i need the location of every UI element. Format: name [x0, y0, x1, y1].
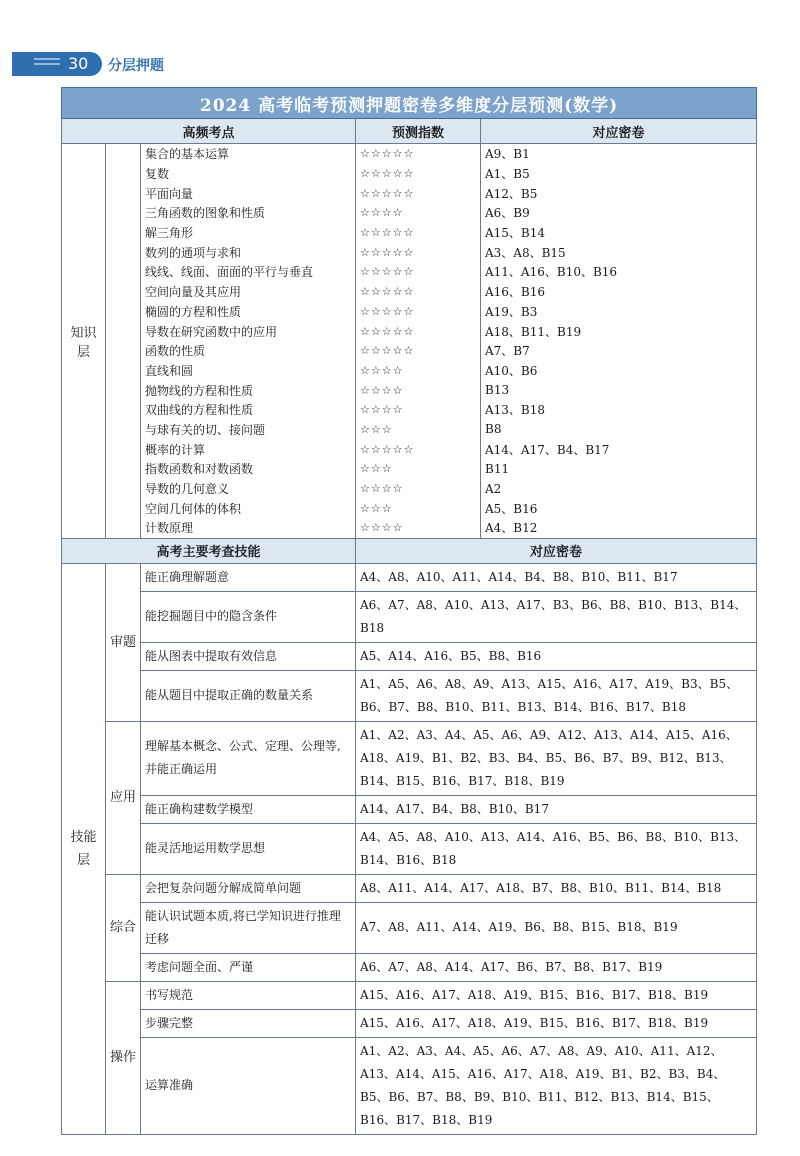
topic-cell: 数列的通项与求和 [141, 242, 356, 262]
stars-cell: ☆☆☆☆☆ [356, 144, 481, 164]
topic-cell: 解三角形 [141, 223, 356, 243]
table-row [62, 721, 757, 795]
topic-cell: 导数的几何意义 [141, 479, 356, 499]
papers-cell: A10、B6 [481, 361, 757, 381]
table-row [62, 518, 757, 538]
header-topic: 高频考点 [62, 119, 356, 144]
topic-cell: 平面向量 [141, 183, 356, 203]
stars-cell: ☆☆☆☆☆ [356, 262, 481, 282]
table-row [62, 498, 757, 518]
skill-cell: 运算准确 [141, 1037, 356, 1134]
stars-cell: ☆☆☆☆ [356, 400, 481, 420]
stars-cell: ☆☆☆☆☆ [356, 302, 481, 322]
table-title: 2024 高考临考预测押题密卷多维度分层预测(数学) [62, 88, 757, 119]
skill-group-name: 操作 [106, 981, 141, 1134]
stars-cell: ☆☆☆☆☆ [356, 242, 481, 262]
topic-cell: 计数原理 [141, 518, 356, 538]
papers-cell: A9、B1 [481, 144, 757, 164]
stars-cell: ☆☆☆☆ [356, 518, 481, 538]
papers-cell: A15、B14 [481, 223, 757, 243]
header-index: 预测指数 [356, 119, 481, 144]
topic-cell: 与球有关的切、接问题 [141, 420, 356, 440]
table-row [62, 479, 757, 499]
papers-cell: A15、A16、A17、A18、A19、B15、B16、B17、B18、B19 [356, 1009, 757, 1037]
stars-cell: ☆☆☆ [356, 459, 481, 479]
page-header [12, 52, 172, 76]
topic-cell: 三角函数的图象和性质 [141, 203, 356, 223]
spacer-cell [106, 144, 141, 539]
papers-cell: A4、A5、A8、A10、A13、A14、A16、B5、B6、B8、B10、B13、B14、B16、B18 [356, 823, 757, 874]
header-papers: 对应密卷 [481, 119, 757, 144]
topic-cell: 空间几何体的体积 [141, 498, 356, 518]
papers-cell: A8、A11、A14、A17、A18、B7、B8、B10、B11、B14、B18 [356, 874, 757, 902]
skill-group-name: 审题 [106, 563, 141, 721]
topic-cell: 函数的性质 [141, 341, 356, 361]
skill-cell: 能从图表中提取有效信息 [141, 642, 356, 670]
table-row [62, 795, 757, 823]
topic-cell: 空间向量及其应用 [141, 282, 356, 302]
skill-cell: 考虑问题全面、严谨 [141, 953, 356, 981]
table-row [62, 1037, 757, 1134]
stars-cell: ☆☆☆☆☆ [356, 164, 481, 184]
papers-cell: A15、A16、A17、A18、A19、B15、B16、B17、B18、B19 [356, 981, 757, 1009]
papers-cell: B13 [481, 380, 757, 400]
papers-cell: A18、B11、B19 [481, 321, 757, 341]
skill-group-name: 应用 [106, 721, 141, 874]
table-row [62, 321, 757, 341]
papers-cell: A13、B18 [481, 400, 757, 420]
prediction-table-container [61, 87, 756, 1135]
table-row [62, 361, 757, 381]
papers-cell: A1、A2、A3、A4、A5、A6、A9、A12、A13、A14、A15、A16、A18、A19、B1、B2、B3、B4、B5、B6、B7、B9、B12、B13、B14、B15、B16、B17、B18、B19 [356, 721, 757, 795]
table-row [62, 439, 757, 459]
skill-cell: 能从题目中提取正确的数量关系 [141, 670, 356, 721]
knowledge-category: 知识层 [62, 144, 106, 539]
papers-cell: A6、B9 [481, 203, 757, 223]
table-row [62, 203, 757, 223]
papers-cell: A5、B16 [481, 498, 757, 518]
papers-cell: A5、A14、A16、B5、B8、B16 [356, 642, 757, 670]
skill-header-row [62, 538, 757, 563]
decorative-lines [34, 58, 60, 70]
papers-cell: A7、B7 [481, 341, 757, 361]
topic-cell: 导数在研究函数中的应用 [141, 321, 356, 341]
page-number: 30 [68, 54, 89, 73]
topic-cell: 抛物线的方程和性质 [141, 380, 356, 400]
stars-cell: ☆☆☆☆ [356, 380, 481, 400]
table-row [62, 981, 757, 1009]
header-skill-papers: 对应密卷 [356, 538, 757, 563]
table-row [62, 242, 757, 262]
papers-cell: A12、B5 [481, 183, 757, 203]
table-row [62, 183, 757, 203]
papers-cell: A14、A17、B4、B17 [481, 439, 757, 459]
papers-cell: A1、B5 [481, 164, 757, 184]
table-row [62, 380, 757, 400]
prediction-table [61, 87, 757, 1135]
skill-cell: 会把复杂问题分解成简单问题 [141, 874, 356, 902]
stars-cell: ☆☆☆ [356, 420, 481, 440]
papers-cell: A2 [481, 479, 757, 499]
papers-cell: A1、A2、A3、A4、A5、A6、A7、A8、A9、A10、A11、A12、A13、A14、A15、A16、A17、A18、A19、B1、B2、B3、B4、B5、B6、B7、B8、B9、B10、B11、B12、B13、B14、B15、B16、B17、B18、B19 [356, 1037, 757, 1134]
papers-cell: A1、A5、A6、A8、A9、A13、A15、A16、A17、A19、B3、B5、B6、B7、B8、B10、B11、B13、B14、B16、B17、B18 [356, 670, 757, 721]
table-row [62, 341, 757, 361]
topic-cell: 双曲线的方程和性质 [141, 400, 356, 420]
skill-category: 技能层 [62, 563, 106, 1134]
table-row [62, 282, 757, 302]
papers-cell: A4、B12 [481, 518, 757, 538]
table-row [62, 164, 757, 184]
table-row [62, 902, 757, 953]
stars-cell: ☆☆☆☆☆ [356, 282, 481, 302]
table-row [62, 642, 757, 670]
papers-cell: A6、A7、A8、A14、A17、B6、B7、B8、B17、B19 [356, 953, 757, 981]
papers-cell: A14、A17、B4、B8、B10、B17 [356, 795, 757, 823]
topic-cell: 椭圆的方程和性质 [141, 302, 356, 322]
table-row [62, 400, 757, 420]
table-row [62, 670, 757, 721]
skill-cell: 能灵活地运用数学思想 [141, 823, 356, 874]
papers-cell: A11、A16、B10、B16 [481, 262, 757, 282]
topic-cell: 集合的基本运算 [141, 144, 356, 164]
papers-cell: A19、B3 [481, 302, 757, 322]
topic-cell: 复数 [141, 164, 356, 184]
skill-group-name: 综合 [106, 874, 141, 981]
section-title: 分层押题 [108, 58, 164, 74]
papers-cell: B8 [481, 420, 757, 440]
skill-cell: 步骤完整 [141, 1009, 356, 1037]
papers-cell: B11 [481, 459, 757, 479]
stars-cell: ☆☆☆☆☆ [356, 439, 481, 459]
table-row [62, 144, 757, 164]
table-row [62, 420, 757, 440]
stars-cell: ☆☆☆☆☆ [356, 321, 481, 341]
skill-cell: 能正确理解题意 [141, 563, 356, 591]
table-row [62, 953, 757, 981]
stars-cell: ☆☆☆☆☆ [356, 223, 481, 243]
table-row [62, 874, 757, 902]
skill-cell: 能挖掘题目中的隐含条件 [141, 591, 356, 642]
papers-cell: A6、A7、A8、A10、A13、A17、B3、B6、B8、B10、B13、B14、B18 [356, 591, 757, 642]
stars-cell: ☆☆☆☆☆ [356, 183, 481, 203]
stars-cell: ☆☆☆☆ [356, 479, 481, 499]
table-row [62, 223, 757, 243]
table-row [62, 591, 757, 642]
papers-cell: A3、A8、B15 [481, 242, 757, 262]
skill-cell: 书写规范 [141, 981, 356, 1009]
stars-cell: ☆☆☆☆ [356, 361, 481, 381]
papers-cell: A4、A8、A10、A11、A14、B4、B8、B10、B11、B17 [356, 563, 757, 591]
papers-cell: A7、A8、A11、A14、A19、B6、B8、B15、B18、B19 [356, 902, 757, 953]
stars-cell: ☆☆☆ [356, 498, 481, 518]
skill-cell: 能认识试题本质,将已学知识进行推理迁移 [141, 902, 356, 953]
papers-cell: A16、B16 [481, 282, 757, 302]
stars-cell: ☆☆☆☆☆ [356, 341, 481, 361]
topic-cell: 指数函数和对数函数 [141, 459, 356, 479]
table-row [62, 459, 757, 479]
table-row [62, 563, 757, 591]
skill-cell: 理解基本概念、公式、定理、公理等,并能正确运用 [141, 721, 356, 795]
skill-cell: 能正确构建数学模型 [141, 795, 356, 823]
topic-cell: 直线和圆 [141, 361, 356, 381]
topic-cell: 线线、线面、面面的平行与垂直 [141, 262, 356, 282]
header-skill: 高考主要考查技能 [62, 538, 356, 563]
table-row [62, 1009, 757, 1037]
knowledge-header-row [62, 119, 757, 144]
stars-cell: ☆☆☆☆ [356, 203, 481, 223]
table-row [62, 262, 757, 282]
topic-cell: 概率的计算 [141, 439, 356, 459]
table-row [62, 823, 757, 874]
table-row [62, 302, 757, 322]
